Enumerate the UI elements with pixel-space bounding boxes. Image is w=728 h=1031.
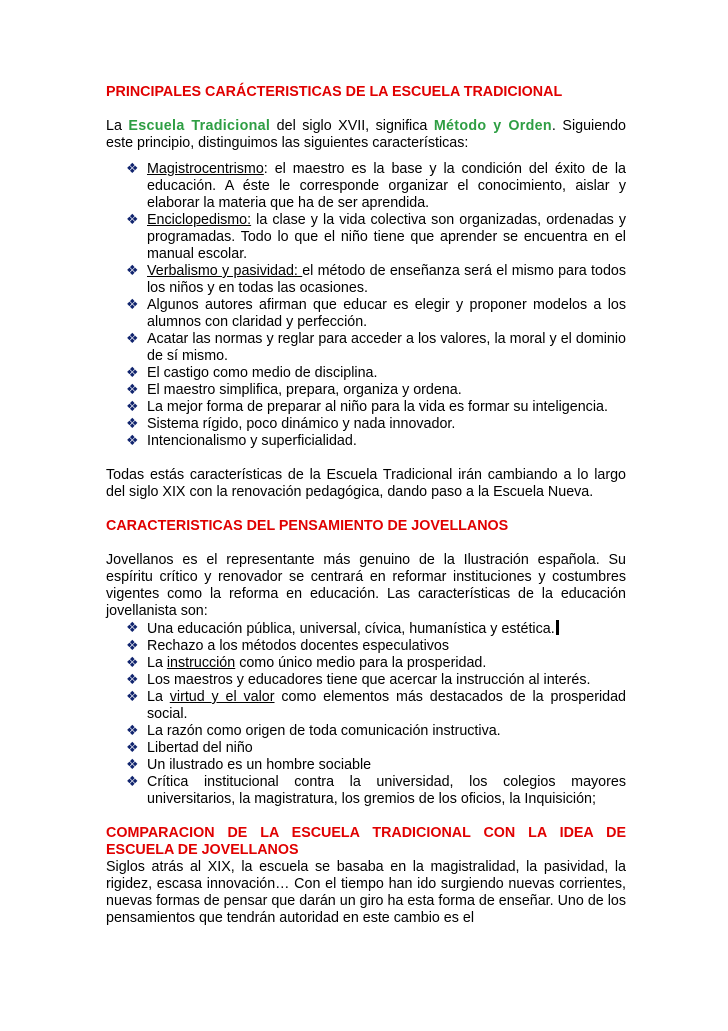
list-item <box>126 433 626 450</box>
item-text: El castigo como medio de disciplina. <box>147 365 378 381</box>
diamond-bullet-icon: ❖ <box>126 212 139 228</box>
item-text: La mejor forma de preparar al niño para la vida es formar su inteligencia. <box>147 399 608 415</box>
list-item <box>126 689 626 723</box>
section3-title: COMPARACION DE LA ESCUELA TRADICIONAL CON LA IDEA DE ESCUELA DE JOVELLANOS <box>106 825 626 858</box>
list-item <box>126 399 626 416</box>
item-text: Rechazo a los métodos docentes especulativos <box>147 638 450 654</box>
section3-body: Siglos atrás al XIX, la escuela se basaba en la magistralidad, la pasividad, la rigidez, escasa innovación… Con el tiempo han ido surgiendo nuevas corrientes, nuevas formas de pensar que darán un giro ha esta forma de enseñar. Uno de los pensamientos que tendrán autoridad en este cambio es el <box>106 859 626 926</box>
list-item <box>126 212 626 263</box>
item-term: Magistrocentrismo <box>147 161 264 177</box>
item-text: : el maestro es la base y la condición del éxito de la educación. A éste le corresponde organizar el conocimiento, aislar y elaborar la materia que ha de ser aprendida. <box>147 161 626 211</box>
section1-list <box>106 161 626 450</box>
diamond-bullet-icon: ❖ <box>126 365 139 381</box>
diamond-bullet-icon: ❖ <box>126 433 139 449</box>
intro-text: . Siguiendo este principio, distinguimos las siguientes características: <box>106 118 626 151</box>
item-term: instrucción <box>166 655 236 671</box>
item-text: Crítica institucional contra la universidad, los colegios mayores universitarios, la magistratura, los gremios de los oficios, la Inquisición; <box>147 774 626 807</box>
item-text: Sistema rígido, poco dinámico y nada innovador. <box>147 416 456 432</box>
list-item <box>126 365 626 382</box>
list-item <box>126 263 626 297</box>
item-text: Una educación pública, universal, cívica, humanística y estética. <box>147 621 555 637</box>
list-item <box>126 161 626 212</box>
item-term: virtud y el valor <box>169 689 275 705</box>
diamond-bullet-icon: ❖ <box>126 774 139 790</box>
section1-intro <box>106 118 626 152</box>
diamond-bullet-icon: ❖ <box>126 723 139 739</box>
list-item <box>126 297 626 331</box>
item-term: Verbalismo y pasividad: <box>147 263 303 279</box>
text-cursor <box>556 620 559 635</box>
item-text: Intencionalismo y superficialidad. <box>147 433 357 449</box>
list-item <box>126 723 626 740</box>
diamond-bullet-icon: ❖ <box>126 689 139 705</box>
list-item <box>126 672 626 689</box>
item-text: Acatar las normas y reglar para acceder a los valores, la moral y el dominio de sí mismo. <box>147 331 626 364</box>
section2-title: CARACTERISTICAS DEL PENSAMIENTO DE JOVELLANOS <box>106 518 509 534</box>
list-item <box>126 382 626 399</box>
list-item <box>126 740 626 757</box>
item-text: como elementos más destacados de la prosperidad social. <box>147 689 626 722</box>
highlight-escuela-tradicional: Escuela Tradicional <box>128 118 271 134</box>
item-term: Enciclopedismo: <box>147 212 252 228</box>
item-text: Algunos autores afirman que educar es elegir y proponer modelos a los alumnos con claridad y perfección. <box>147 297 626 330</box>
list-item <box>126 774 626 808</box>
diamond-bullet-icon: ❖ <box>126 263 139 279</box>
section2-intro: Jovellanos es el representante más genuino de la Ilustración española. Su espíritu crítico y renovador se centrará en reformar instituciones y costumbres vigentes como la reforma en educación. Las características de la educación jovellanista son: <box>106 552 626 619</box>
intro-text: del siglo XVII, significa <box>270 118 434 134</box>
item-text: Libertad del niño <box>147 740 253 756</box>
item-text: La <box>147 689 170 705</box>
diamond-bullet-icon: ❖ <box>126 382 139 398</box>
diamond-bullet-icon: ❖ <box>126 672 139 688</box>
item-text: la clase y la vida colectiva son organizadas, ordenadas y programadas. Todo lo que el niño tiene que aprender se encuentra en el manual escolar. <box>147 212 626 262</box>
diamond-bullet-icon: ❖ <box>126 297 139 313</box>
diamond-bullet-icon: ❖ <box>126 399 139 415</box>
list-item <box>126 416 626 433</box>
diamond-bullet-icon: ❖ <box>126 655 139 671</box>
list-item <box>126 331 626 365</box>
item-text: Los maestros y educadores tiene que acercar la instrucción al interés. <box>147 672 591 688</box>
list-item <box>126 757 626 774</box>
section1-closing: Todas estás características de la Escuela Tradicional irán cambiando a lo largo del siglo XIX con la renovación pedagógica, dando paso a la Escuela Nueva. <box>106 467 626 500</box>
diamond-bullet-icon: ❖ <box>126 161 139 177</box>
highlight-metodo-orden: Método y Orden <box>433 118 552 134</box>
section1-title: PRINCIPALES CARÁCTERISTICAS DE LA ESCUELA TRADICIONAL <box>106 84 563 100</box>
item-text: Un ilustrado es un hombre sociable <box>147 757 372 773</box>
section2-list <box>106 620 626 808</box>
intro-text: La <box>106 118 129 134</box>
item-text: La razón como origen de toda comunicación instructiva. <box>147 723 501 739</box>
document-page <box>106 84 626 927</box>
diamond-bullet-icon: ❖ <box>126 331 139 347</box>
diamond-bullet-icon: ❖ <box>126 638 139 654</box>
item-text: El maestro simplifica, prepara, organiza y ordena. <box>147 382 462 398</box>
diamond-bullet-icon: ❖ <box>126 416 139 432</box>
diamond-bullet-icon: ❖ <box>126 620 139 636</box>
diamond-bullet-icon: ❖ <box>126 740 139 756</box>
list-item <box>126 620 626 638</box>
diamond-bullet-icon: ❖ <box>126 757 139 773</box>
list-item <box>126 655 626 672</box>
item-text: el método de enseñanza será el mismo para todos los niños y en todas las ocasiones. <box>147 263 627 296</box>
item-text: La <box>147 655 167 671</box>
item-text: como único medio para la prosperidad. <box>235 655 487 671</box>
list-item <box>126 638 626 655</box>
